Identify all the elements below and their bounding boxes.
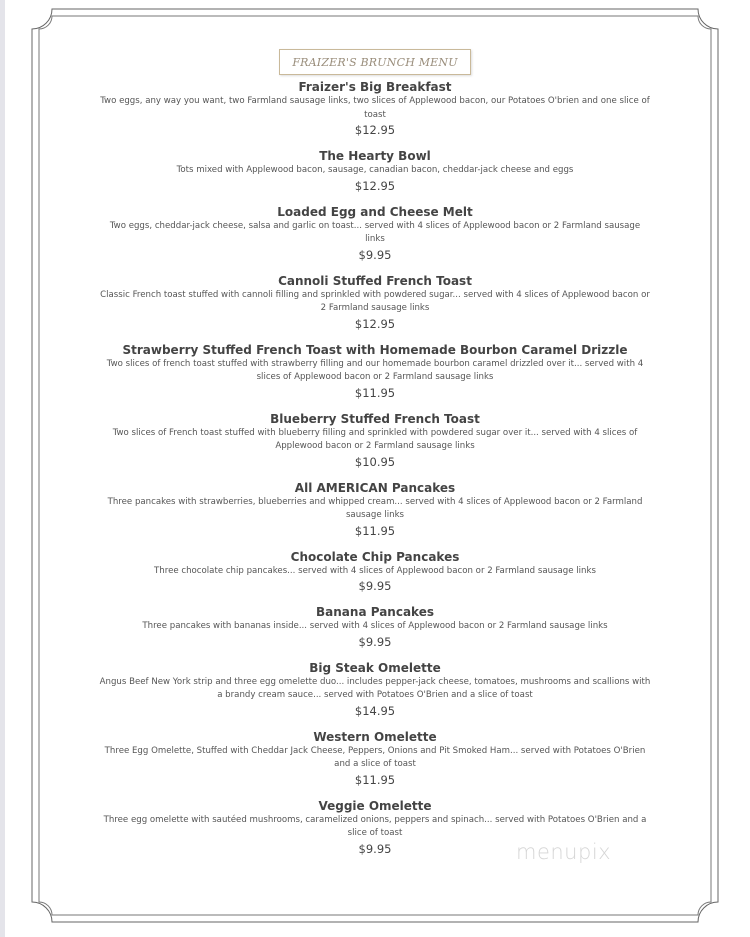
item-name: Western Omelette: [313, 729, 437, 744]
item-price: $9.95: [358, 841, 392, 856]
item-description: Three pancakes with bananas inside... served with 4 slices of Applewood bacon or 2 Farmland sausage links: [142, 621, 608, 631]
menu-list: [97, 80, 653, 868]
menu-item: [97, 274, 653, 332]
item-name: All AMERICAN Pancakes: [294, 480, 456, 495]
menu-item: [97, 412, 653, 470]
menu-title: FRAIZER'S BRUNCH MENU: [292, 55, 458, 69]
item-description: Two eggs, any way you want, two Farmland sausage links, two slices of Applewood bacon, our Potatoes O'brien and one slice of toast: [100, 96, 650, 120]
menu-item: [97, 550, 653, 595]
item-description: Classic French toast stuffed with cannoli filling and sprinkled with powdered sugar... served with 4 slices of Applewood bacon or 2 Farmland sausage links: [100, 289, 650, 313]
item-name: Cannoli Stuffed French Toast: [278, 273, 472, 288]
item-description: Three pancakes with strawberries, blueberries and whipped cream... served with 4 slices of Applewood bacon or 2 Farmland sausage links: [107, 496, 643, 520]
menu-item: [97, 80, 653, 138]
item-description: Three egg omelette with sautéed mushrooms, caramelized onions, peppers and spinach... served with Potatoes O'Brien and a slice of toast: [103, 814, 647, 838]
item-name: Big Steak Omelette: [309, 660, 441, 675]
item-price: $12.95: [354, 123, 396, 137]
item-name: Strawberry Stuffed French Toast with Homemade Bourbon Caramel Drizzle: [122, 342, 628, 357]
item-price: $11.95: [354, 523, 396, 538]
menu-item: [97, 149, 653, 194]
item-description: Two slices of French toast stuffed with blueberry filling and sprinkled with powdered sugar over it... served with 4 slices of Applewood bacon or 2 Farmland sausage links: [112, 427, 638, 451]
item-name: Chocolate Chip Pancakes: [290, 549, 460, 564]
item-price: $9.95: [358, 634, 392, 649]
watermark-logo: menupix: [516, 840, 612, 864]
item-description: Three chocolate chip pancakes... served with 4 slices of Applewood bacon or 2 Farmland sausage links: [154, 565, 596, 576]
menu-item: [97, 343, 653, 401]
menu-item: [97, 730, 653, 788]
item-price: $12.95: [354, 316, 396, 331]
menu-item: [97, 481, 653, 539]
item-description: Tots mixed with Applewood bacon, sausage, canadian bacon, cheddar-jack cheese and eggs: [176, 165, 574, 175]
menu-item: [97, 661, 653, 719]
item-description: Two eggs, cheddar-jack cheese, salsa and garlic on toast... served with 4 slices of Applewood bacon or 2 Farmland sausage links: [109, 220, 641, 244]
item-name: Banana Pancakes: [316, 605, 434, 619]
item-price: $14.95: [354, 703, 396, 718]
item-price: $10.95: [354, 454, 396, 469]
menu-title-box: [279, 49, 471, 75]
item-name: The Hearty Bowl: [319, 149, 431, 163]
item-description: Angus Beef New York strip and three egg omelette duo... includes pepper-jack cheese, tomatoes, mushrooms and scallions with a brandy cream sauce... served with Potatoes O'Brien and a slice of toast: [99, 676, 651, 700]
item-price: $11.95: [354, 772, 396, 787]
menu-item: [97, 205, 653, 263]
item-price: $11.95: [354, 385, 396, 400]
menu-item: [97, 605, 653, 650]
item-description: Three Egg Omelette, Stuffed with Cheddar Jack Cheese, Peppers, Onions and Pit Smoked Ham... served with Potatoes O'Brien and a slice of toast: [104, 745, 646, 769]
item-name: Fraizer's Big Breakfast: [298, 80, 452, 94]
item-price: $9.95: [358, 579, 392, 593]
item-name: Veggie Omelette: [318, 798, 432, 813]
item-description: Two slices of french toast stuffed with strawberry filling and our homemade bourbon caramel drizzled over it... served with 4 slices of Applewood bacon or 2 Farmland sausage links: [106, 358, 644, 382]
item-name: Blueberry Stuffed French Toast: [270, 411, 480, 426]
item-name: Loaded Egg and Cheese Melt: [277, 204, 473, 219]
item-price: $9.95: [358, 247, 392, 262]
item-price: $12.95: [354, 178, 396, 193]
